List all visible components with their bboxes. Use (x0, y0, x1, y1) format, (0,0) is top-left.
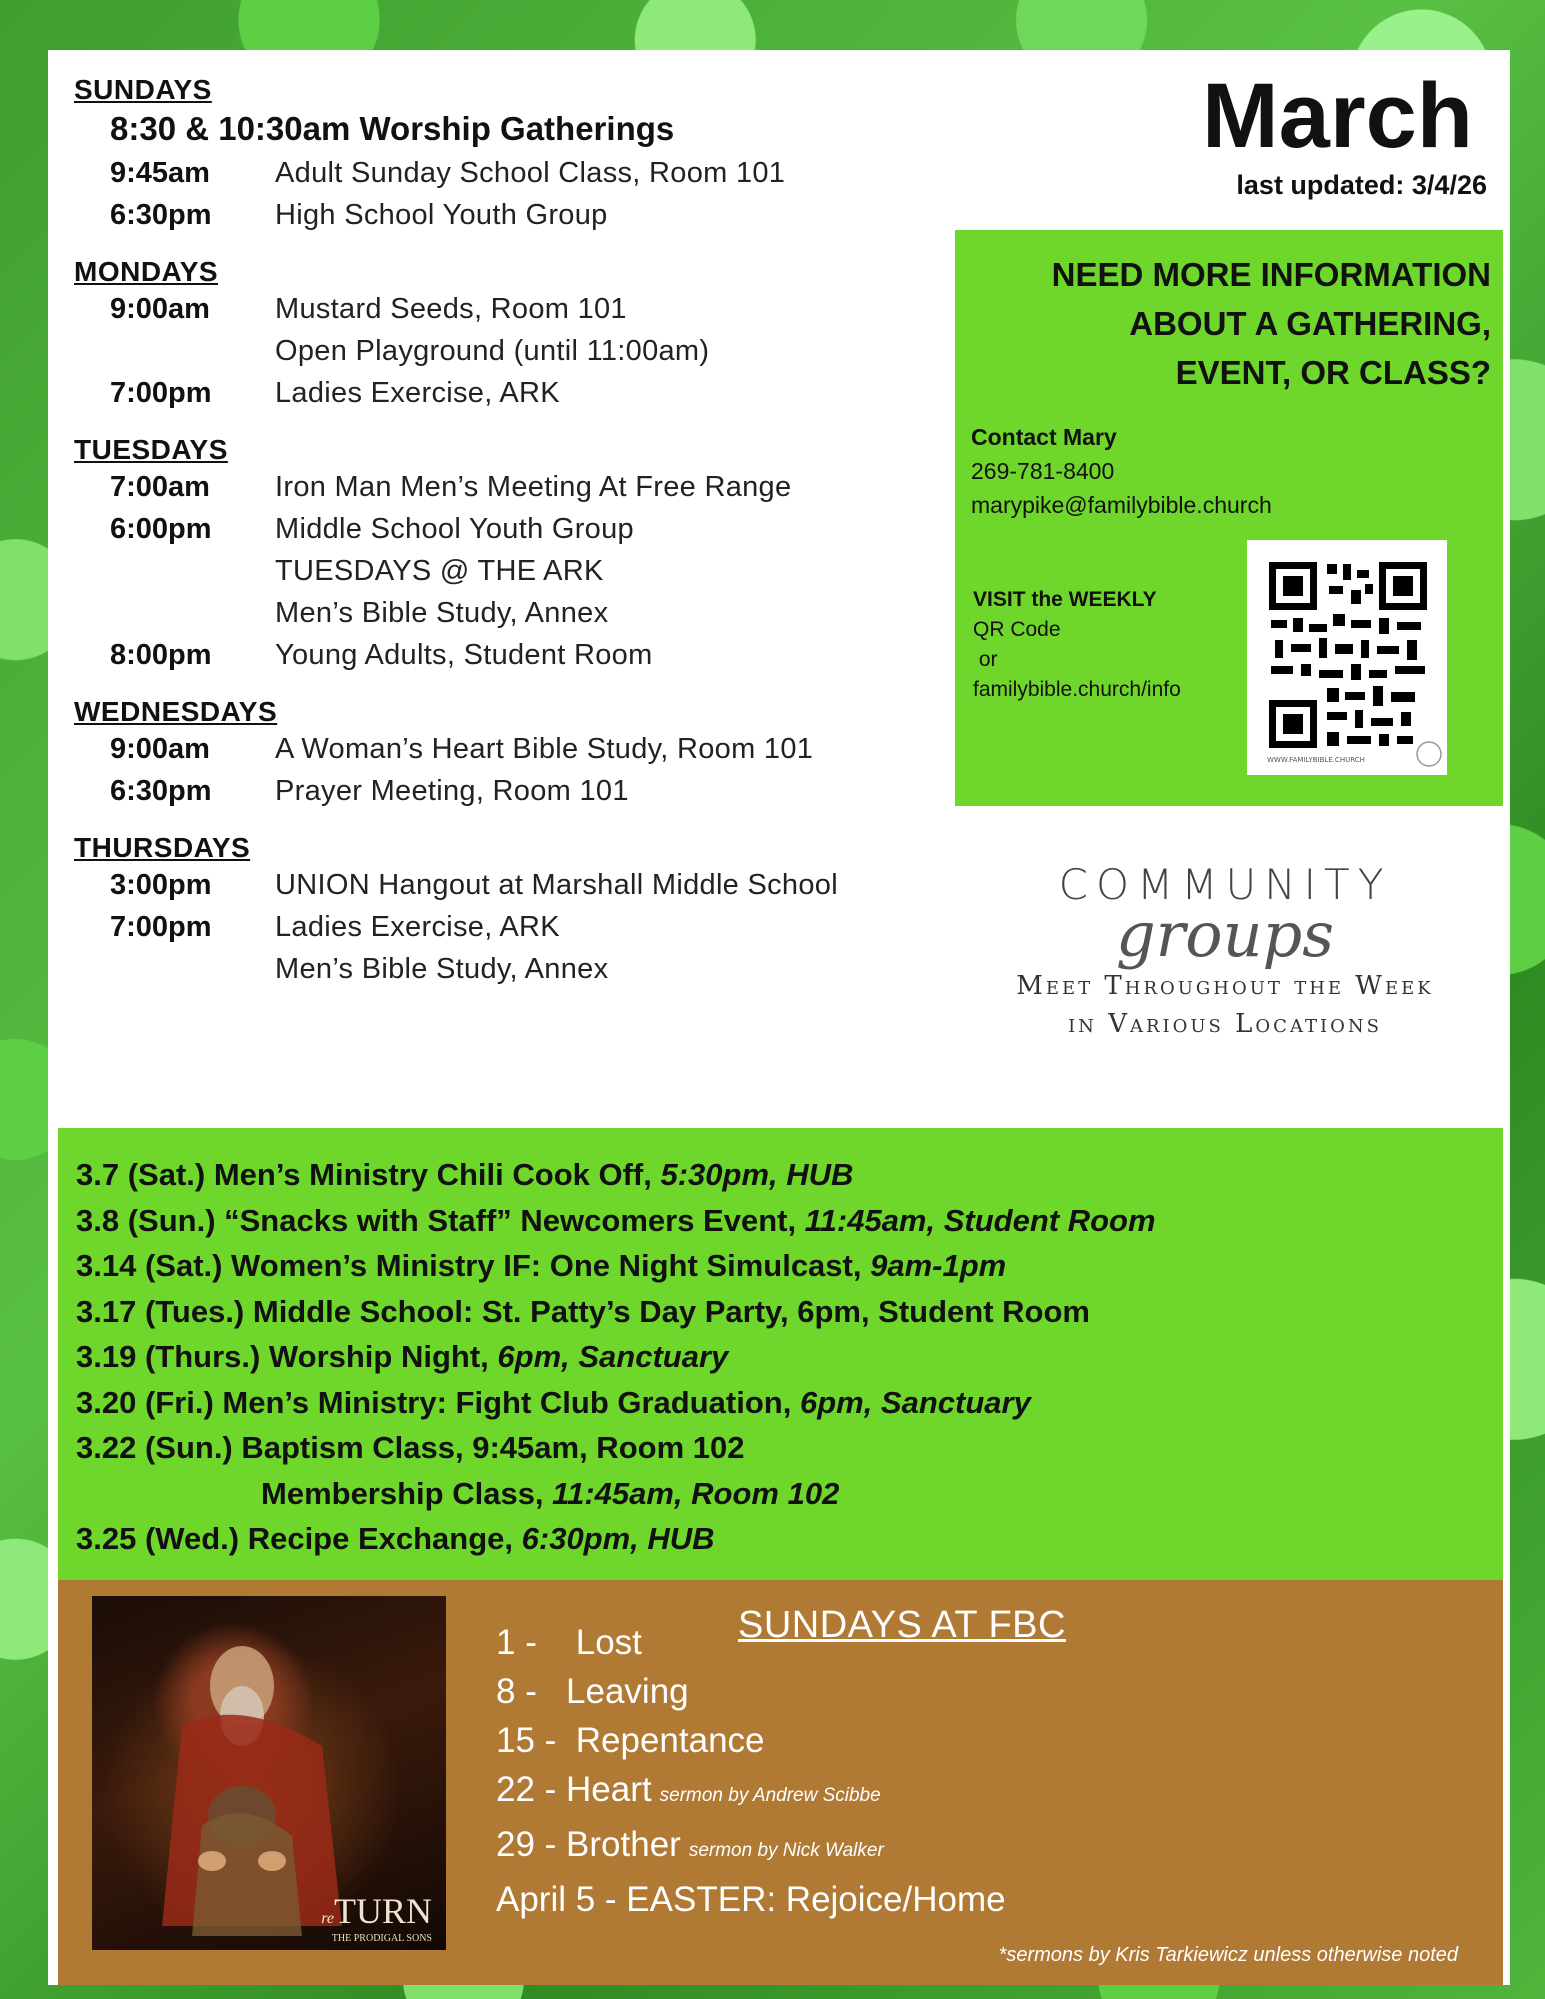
info-heading-line: EVENT, OR CLASS? (1175, 354, 1491, 391)
schedule-activity: Adult Sunday School Class, Room 101 (275, 157, 786, 189)
contact-block (971, 420, 1272, 522)
events-box (58, 1128, 1503, 1580)
contact-phone[interactable]: 269-781-8400 (971, 458, 1115, 484)
sermon-item: 29 - Brother sermon by Nick Walker (496, 1825, 884, 1864)
info-heading-line: ABOUT A GATHERING, (1129, 305, 1491, 342)
sermon-item: 22 - Heart sermon by Andrew Scibbe (496, 1770, 881, 1809)
sermon-list (496, 1618, 1006, 1924)
info-box (955, 230, 1503, 806)
events-list (58, 1128, 1503, 1562)
day-heading-sundays: SUNDAYS (74, 74, 212, 105)
community-title: COMMUNITY (1058, 860, 1392, 909)
visit-line: QR Code (973, 618, 1061, 641)
qr-caption: WWW.FAMILYBIBLE.CHURCH (1267, 756, 1365, 764)
schedule-time: 7:00am (110, 471, 210, 503)
contact-email[interactable]: marypike@familybible.church (971, 492, 1272, 518)
sermon-item: 15 - Repentance (496, 1721, 765, 1760)
schedule-time: 3:00pm (110, 869, 212, 901)
schedule-row (74, 508, 954, 550)
visit-label: VISIT the WEEKLY (973, 588, 1157, 611)
schedule-row (74, 330, 954, 372)
schedule-time: 6:30pm (110, 775, 212, 807)
day-heading-mondays: MONDAYS (74, 256, 219, 287)
community-sub-2: in Various Locations (1068, 1009, 1382, 1039)
sundays-at-fbc (58, 1580, 1503, 1985)
schedule-activity: Prayer Meeting, Room 101 (275, 775, 629, 807)
event-item: 3.20 (Fri.) Men’s Ministry: Fight Club Graduation, 6pm, Sanctuary (76, 1384, 1031, 1420)
schedule-activity: Ladies Exercise, ARK (275, 911, 560, 943)
event-item: Membership Class, 11:45am, Room 102 (261, 1475, 840, 1511)
schedule-time: 6:00pm (110, 513, 212, 545)
sermon-item: April 5 - EASTER: Rejoice/Home (496, 1880, 1006, 1919)
schedule-row (74, 864, 954, 906)
schedule-time: 9:45am (110, 157, 210, 189)
schedule-activity: Young Adults, Student Room (275, 639, 653, 671)
schedule-row (74, 634, 954, 676)
visit-block (973, 585, 1181, 705)
day-heading-thursdays: THURSDAYS (74, 832, 251, 863)
schedule-time: 8:00pm (110, 639, 212, 671)
series-logo: reTURN (321, 1891, 432, 1931)
qr-code[interactable] (1247, 540, 1447, 775)
schedule-row (74, 906, 954, 948)
schedule-activity: Iron Man Men’s Meeting At Free Range (275, 471, 792, 503)
schedule-time: 9:00am (110, 293, 210, 325)
event-item: 3.8 (Sun.) “Snacks with Staff” Newcomers Event, 11:45am, Student Room (76, 1202, 1156, 1238)
schedule-row (74, 592, 954, 634)
schedule-activity: High School Youth Group (275, 199, 608, 231)
event-item: 3.7 (Sat.) Men’s Ministry Chili Cook Off, 5:30pm, HUB (76, 1157, 854, 1192)
schedule-activity: Middle School Youth Group (275, 513, 634, 545)
day-heading-tuesdays: TUESDAYS (74, 434, 228, 465)
schedule-activity: UNION Hangout at Marshall Middle School (275, 869, 838, 901)
sermon-note: sermon by Andrew Scibbe (659, 1785, 881, 1806)
month-title: March (1202, 65, 1473, 167)
schedule-row (74, 372, 954, 414)
schedule-row (74, 152, 954, 194)
schedule-time: 7:00pm (110, 377, 212, 409)
schedule-time: 7:00pm (110, 911, 212, 943)
series-logo-sub: THE PRODIGAL SONS (331, 1933, 432, 1944)
sermon-series-artwork (92, 1596, 446, 1950)
schedule-activity: A Woman’s Heart Bible Study, Room 101 (275, 733, 814, 765)
event-item: 3.17 (Tues.) Middle School: St. Patty’s Day Party, 6pm, Student Room (76, 1293, 1090, 1329)
schedule-row (74, 728, 954, 770)
worship-gatherings: 8:30 & 10:30am Worship Gatherings (110, 110, 675, 147)
sundays-title: SUNDAYS AT FBC (738, 1604, 1066, 1646)
community-script: groups (1115, 898, 1335, 971)
visit-line: or (973, 648, 998, 671)
sermon-item: 8 - Leaving (496, 1672, 689, 1711)
event-item: 3.14 (Sat.) Women’s Ministry IF: One Night Simulcast, 9am-1pm (76, 1248, 1007, 1283)
schedule-activity: Open Playground (until 11:00am) (275, 335, 710, 367)
schedule-row (74, 948, 954, 990)
sermon-footnote: *sermons by Kris Tarkiewicz unless otherwise noted (998, 1944, 1458, 1966)
schedule-activity: Mustard Seeds, Room 101 (275, 293, 627, 325)
schedule-activity: Men’s Bible Study, Annex (275, 597, 609, 629)
schedule-activity: TUESDAYS @ THE ARK (275, 555, 604, 587)
schedule-row (74, 466, 954, 508)
last-updated: last updated: 3/4/26 (1236, 170, 1487, 200)
schedule-time: 9:00am (110, 733, 210, 765)
community-sub-1: Meet Throughout the Week (1016, 971, 1434, 1001)
event-item: 3.22 (Sun.) Baptism Class, 9:45am, Room 102 (76, 1430, 745, 1465)
schedule-row (74, 550, 954, 592)
info-heading-line: NEED MORE INFORMATION (1051, 256, 1491, 293)
schedule-activity: Ladies Exercise, ARK (275, 377, 560, 409)
schedule-time: 6:30pm (110, 199, 212, 231)
contact-name: Contact Mary (971, 424, 1117, 450)
schedule-row (74, 194, 954, 236)
info-heading (1052, 250, 1491, 397)
visit-link[interactable]: familybible.church/info (973, 678, 1181, 701)
schedule-activity: Men’s Bible Study, Annex (275, 953, 609, 985)
community-groups-logo (975, 860, 1475, 1043)
schedule-row (74, 770, 954, 812)
sermon-note: sermon by Nick Walker (688, 1840, 884, 1861)
event-item: 3.25 (Wed.) Recipe Exchange, 6:30pm, HUB (76, 1521, 715, 1556)
schedule-row (74, 288, 954, 330)
weekly-schedule (74, 74, 954, 990)
qr-code-icon (1247, 540, 1447, 775)
sermon-item: 1 - Lost (496, 1623, 642, 1662)
day-heading-wednesdays: WEDNESDAYS (74, 696, 278, 727)
event-item: 3.19 (Thurs.) Worship Night, 6pm, Sanctuary (76, 1339, 729, 1374)
